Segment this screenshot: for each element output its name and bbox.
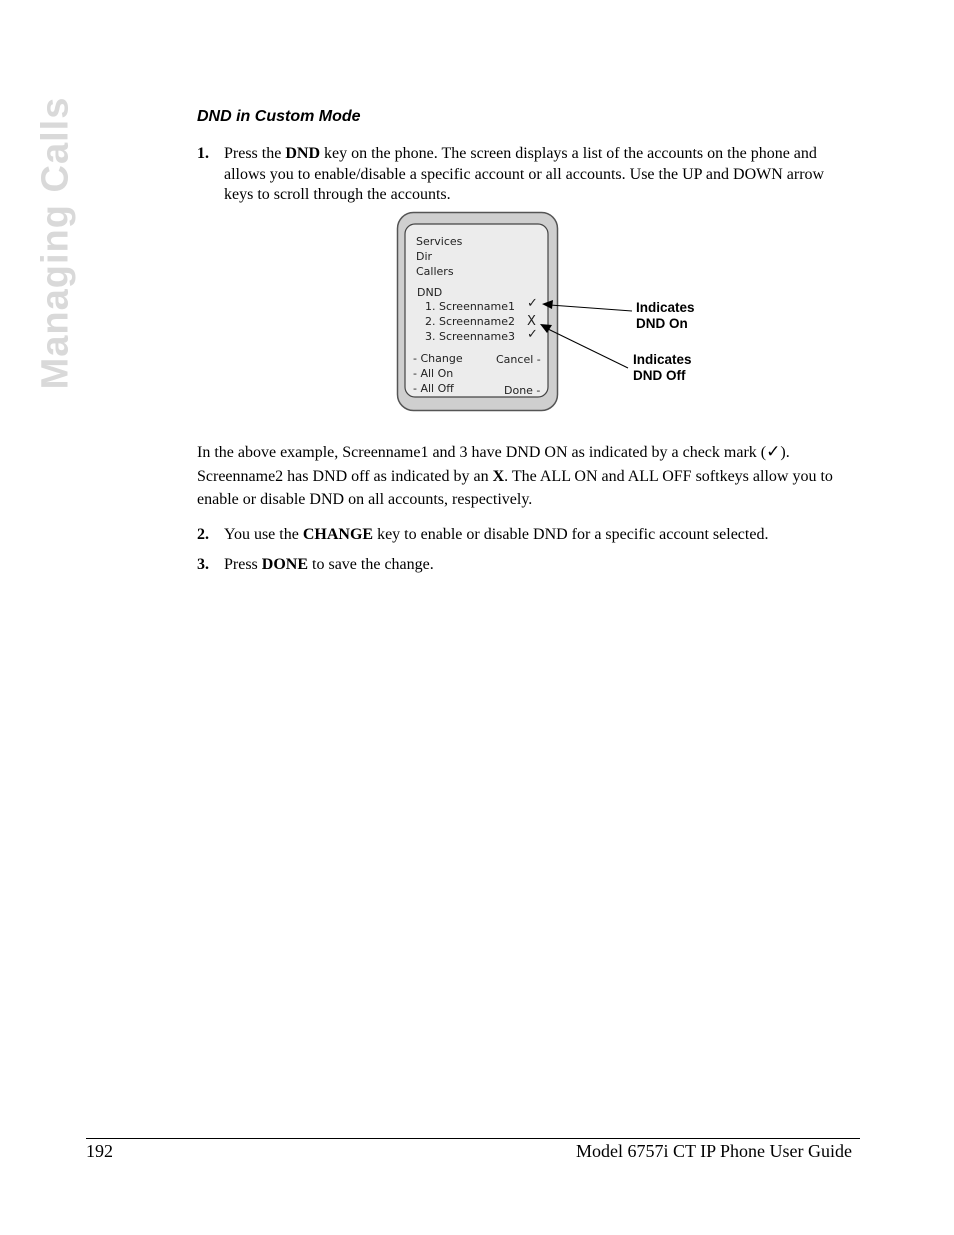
- softkey-cancel: Cancel -: [496, 353, 541, 366]
- step-key: DND: [285, 145, 320, 162]
- step-text-post: to save the change.: [308, 556, 434, 573]
- step-text-post: key to enable or disable DND for a specific account selected.: [373, 526, 769, 543]
- callout-line: DND Off: [633, 368, 686, 383]
- step-text: [224, 525, 856, 546]
- explanation-text: ). Screenname2 has DND off as indicated by an: [197, 444, 790, 485]
- dnd-title: DND: [417, 286, 443, 299]
- explanation-paragraph: [197, 441, 859, 512]
- section-heading: DND in Custom Mode: [197, 108, 361, 125]
- step-3: [197, 555, 856, 576]
- side-tab-label: Managing Calls: [34, 96, 77, 390]
- step-key: CHANGE: [302, 526, 374, 543]
- callout-dnd-on: [636, 300, 695, 332]
- explanation-text: In the above example, Screenname1 and 3 have DND ON as indicated by a check mark (: [197, 444, 767, 461]
- menu-item-callers: Callers: [416, 265, 454, 278]
- phone-screen-figure: [396, 211, 706, 413]
- step-number: 2.: [197, 526, 209, 543]
- step-number: 1.: [197, 145, 209, 162]
- step-key: DONE: [261, 556, 309, 573]
- step-text: [224, 555, 856, 576]
- menu-item-services: Services: [416, 235, 463, 248]
- step-text-post: key on the phone. The screen displays a list of the accounts on the phone and allows you to enable/disable a specific account or all accounts. Use the UP and DOWN arrow keys to scroll through the accounts.: [224, 145, 825, 203]
- footer-divider: [86, 1138, 860, 1139]
- softkey-all-on: - All On: [413, 367, 454, 380]
- softkey-change: - Change: [413, 352, 463, 365]
- account-row-label: 1. Screenname1: [425, 300, 516, 313]
- check-mark-icon: ✓: [527, 296, 538, 311]
- check-mark-icon: ✓: [766, 442, 781, 462]
- step-text-pre: You use the: [224, 526, 303, 543]
- guide-title: Model 6757i CT IP Phone User Guide: [576, 1141, 852, 1161]
- x-mark-icon: X: [492, 467, 505, 485]
- page-number: 192: [86, 1141, 113, 1161]
- step-text: [224, 144, 856, 206]
- step-number: 3.: [197, 556, 209, 573]
- callout-line: Indicates: [633, 352, 692, 367]
- menu-item-dir: Dir: [416, 250, 433, 263]
- account-row-label: 3. Screenname3: [425, 330, 516, 343]
- side-tab: [34, 96, 77, 390]
- step-text-pre: Press: [224, 556, 262, 573]
- explanation-text: . The ALL ON and ALL OFF softkeys allow you to enable or disable DND on all accounts, respectively.: [197, 467, 833, 508]
- check-mark-icon: ✓: [527, 327, 538, 342]
- callout-line: Indicates: [636, 300, 695, 315]
- softkey-done: Done -: [504, 384, 541, 397]
- account-row-label: 2. Screenname2: [425, 315, 516, 328]
- step-1: [197, 144, 856, 206]
- callout-line: DND On: [636, 316, 688, 331]
- step-2: [197, 525, 856, 546]
- callout-dnd-off: [633, 352, 692, 384]
- softkey-all-off: - All Off: [413, 382, 454, 395]
- x-mark-icon: X: [527, 314, 536, 329]
- step-text-pre: Press the: [224, 145, 286, 162]
